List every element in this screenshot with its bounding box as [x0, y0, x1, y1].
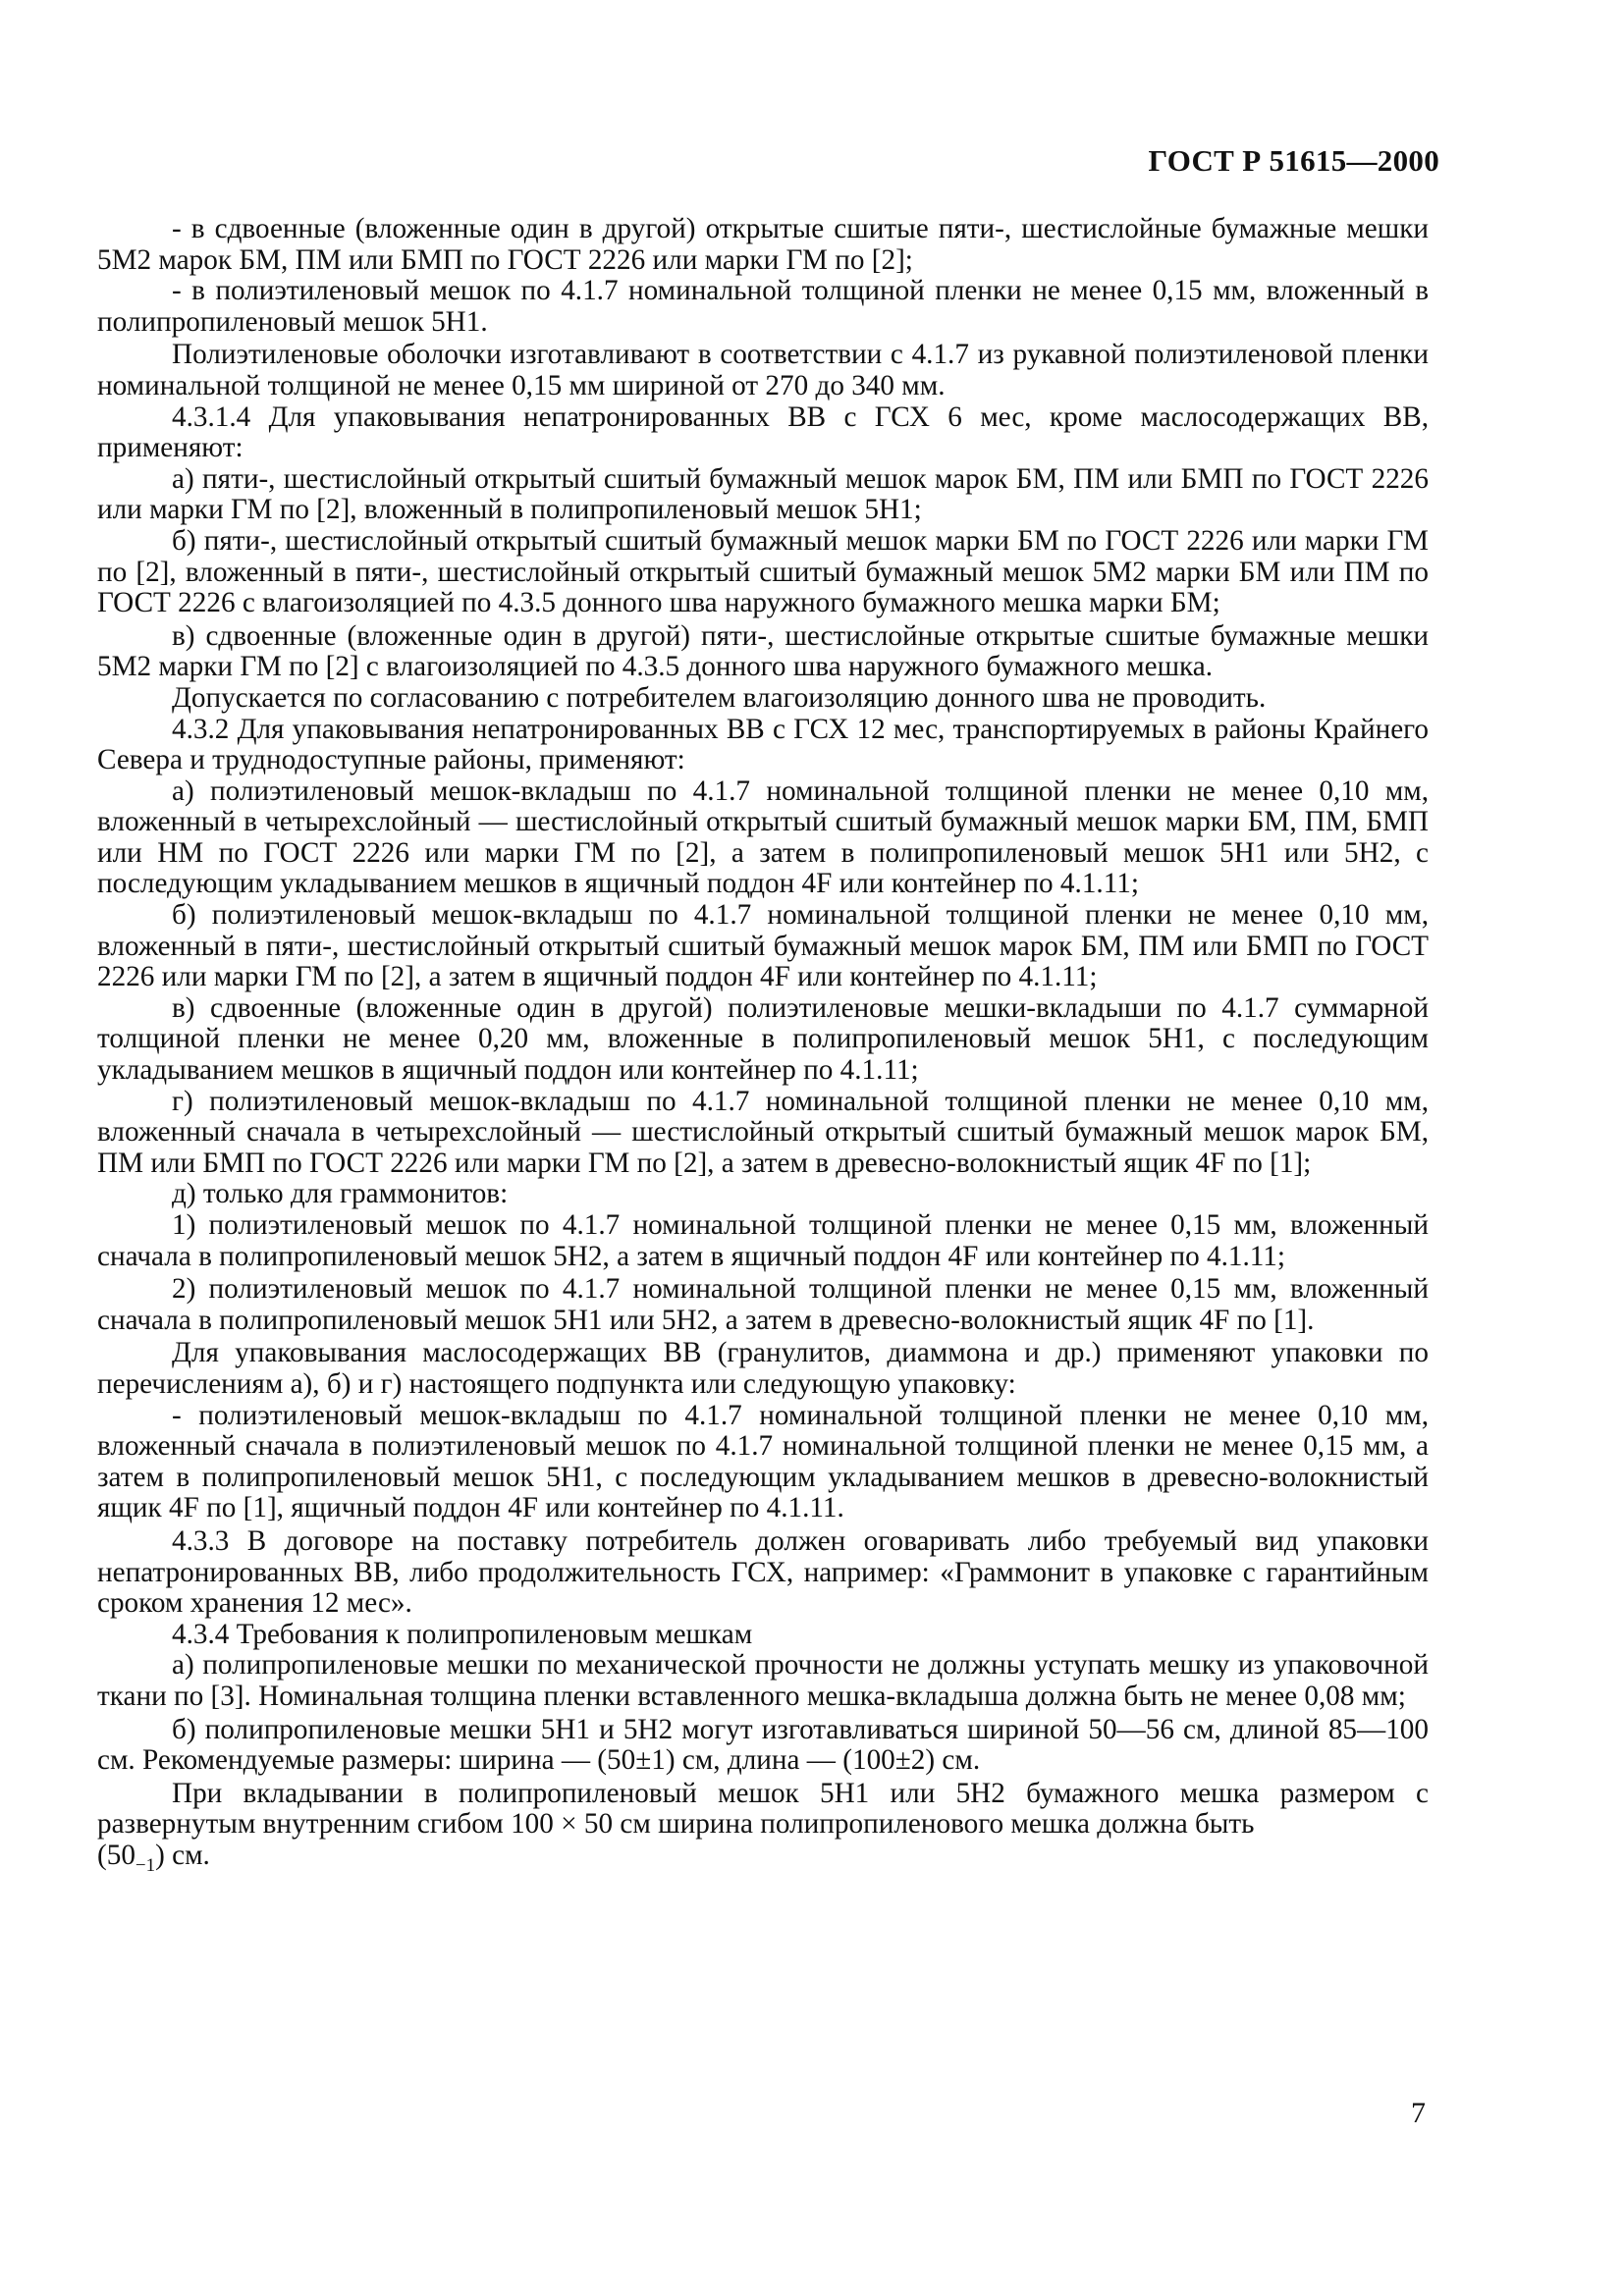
paragraph: - в сдвоенные (вложенные один в другой) открытые сшитые пяти-, шестислойные бумажные мешки 5М2 марок БМ, ПМ или БМП по ГОСТ 2226 или марки ГМ по [2]; [97, 213, 1429, 276]
last-line [97, 1841, 1429, 1881]
paragraph: Допускается по согласованию с потребителем влагоизоляцию донного шва не проводить. [172, 681, 1267, 714]
paragraph: 4.3.2 Для упаковывания непатронированных ВВ с ГСХ 12 мес, транспортируемых в районы Крайнего Севера и труднодоступные районы, применяют: [97, 713, 1429, 776]
paragraph: а) полипропиленовые мешки по механической прочности не должны уступать мешку из упаковочной ткани по [3]. Номинальная толщина пленки вставленного мешка-вкладыша должна быть не менее 0,08 мм; [97, 1649, 1429, 1712]
last-line-unit: ) см. [155, 1839, 210, 1871]
paragraph: б) полиэтиленовый мешок-вкладыш по 4.1.7 номинальной толщиной пленки не менее 0,10 мм, вложенный в пяти-, шестислойный открытый сшитый бумажный мешок марок БМ, ПМ или БМП по ГОСТ 2226 или марки ГМ по [2], а затем в ящичный поддон 4F или контейнер по 4.1.11; [97, 899, 1429, 993]
body-text [97, 214, 1429, 1881]
paragraph: 4.3.1.4 Для упаковывания непатронированных ВВ с ГСХ 6 мес, кроме маслосодержащих ВВ, применяют: [97, 400, 1429, 464]
paragraph: Полиэтиленовые оболочки изготавливают в соответствии с 4.1.7 из рукавной полиэтиленовой пленки номинальной толщиной не менее 0,15 мм шириной от 270 до 340 мм. [97, 339, 1429, 401]
page-number: 7 [1411, 2097, 1426, 2129]
paragraph: а) пяти-, шестислойный открытый сшитый бумажный мешок марок БМ, ПМ или БМП по ГОСТ 2226 или марки ГМ по [2], вложенный в полипропиленовый мешок 5Н1; [97, 462, 1429, 526]
paragraph: в) сдвоенные (вложенные один в другой) полиэтиленовые мешки-вкладыши по 4.1.7 суммарной толщиной пленки не менее 0,20 мм, вложенные в полипропиленовый мешок 5Н1, с последующим укладыванием мешков в ящичный поддон или контейнер по 4.1.11; [97, 991, 1429, 1087]
paragraph: 2) полиэтиленовый мешок по 4.1.7 номинальной толщиной пленки не менее 0,15 мм, вложенный сначала в полипропиленовый мешок 5Н1 или 5Н2, а затем в древесно-волокнистый ящик 4F по [1]. [97, 1273, 1429, 1336]
last-line-subscript: −1 [135, 1854, 156, 1876]
paragraph: - полиэтиленовый мешок-вкладыш по 4.1.7 номинальной толщиной пленки не менее 0,10 мм, вложенный сначала в полиэтиленовый мешок по 4.1.7 номинальной толщиной пленки не менее 0,15 мм, а затем в полипропиленовый мешок 5Н1, с последующим укладыванием мешков в древесно-волокнистый ящик 4F по [1], ящичный поддон 4F или контейнер по 4.1.11. [97, 1399, 1429, 1524]
paragraph: а) полиэтиленовый мешок-вкладыш по 4.1.7 номинальной толщиной пленки не менее 0,10 мм, вложенный в четырехслойный — шестислойный открытый сшитый бумажный мешок марки БМ, ПМ, БМП или НМ по ГОСТ 2226 или марки ГМ по [2], а затем в полипропиленовый мешок 5Н1 или 5Н2, с последующим укладыванием мешков в ящичный поддон 4F или контейнер по 4.1.11; [97, 774, 1429, 900]
paragraph: Для упаковывания маслосодержащих ВВ (гранулитов, диаммона и др.) применяют упаковки по перечислениям а), б) и г) настоящего подпункта или следующую упаковку: [97, 1337, 1429, 1400]
paragraph: 1) полиэтиленовый мешок по 4.1.7 номинальной толщиной пленки не менее 0,15 мм, вложенный сначала в полипропиленовый мешок 5Н2, а затем в ящичный поддон 4F или контейнер по 4.1.11; [97, 1209, 1429, 1272]
last-line-value: (50 [97, 1839, 135, 1871]
paragraph: б) полипропиленовые мешки 5Н1 и 5Н2 могут изготавливаться шириной 50—56 см, длиной 85—100 см. Рекомендуемые размеры: ширина — (50±1) см, длина — (100±2) см. [97, 1713, 1429, 1777]
paragraph: - в полиэтиленовый мешок по 4.1.7 номинальной толщиной пленки не менее 0,15 мм, вложенный в полипропиленовый мешок 5Н1. [97, 275, 1429, 338]
paragraph: д) только для граммонитов: [172, 1178, 509, 1210]
paragraph: в) сдвоенные (вложенные один в другой) пяти-, шестислойные открытые сшитые бумажные мешки 5М2 марки ГМ по [2] с влагоизоляцией по 4.3.5 донного шва наружного бумажного мешка. [97, 619, 1429, 683]
paragraph: 4.3.3 В договоре на поставку потребитель должен оговаривать либо требуемый вид упаковки непатронированных ВВ, либо продолжительность ГСХ, например: «Граммонит в упаковке с гарантийным сроком хранения 12 мес». [97, 1524, 1429, 1620]
paragraph: 4.3.4 Требования к полипропиленовым мешкам [172, 1618, 753, 1650]
document-code-header: ГОСТ Р 51615—2000 [1148, 143, 1439, 178]
paragraph: При вкладывании в полипропиленовый мешок 5Н1 или 5Н2 бумажного мешка размером с развернутым внутренним сгибом 100 × 50 см ширина полипропиленового мешка должна быть [97, 1777, 1429, 1841]
paragraph: г) полиэтиленовый мешок-вкладыш по 4.1.7 номинальной толщиной пленки не менее 0,10 мм, вложенный сначала в четырехслойный — шестислойный открытый сшитый бумажный мешок марок БМ, ПМ или БМП по ГОСТ 2226 или марки ГМ по [2], а затем в древесно-волокнистый ящик 4F по [1]; [97, 1085, 1429, 1179]
paragraph: б) пяти-, шестислойный открытый сшитый бумажный мешок марки БМ по ГОСТ 2226 или марки ГМ по [2], вложенный в пяти-, шестислойный открытый сшитый бумажный мешок 5М2 марки БМ или ПМ по ГОСТ 2226 с влагоизоляцией по 4.3.5 донного шва наружного бумажного мешка марки БМ; [97, 524, 1429, 619]
